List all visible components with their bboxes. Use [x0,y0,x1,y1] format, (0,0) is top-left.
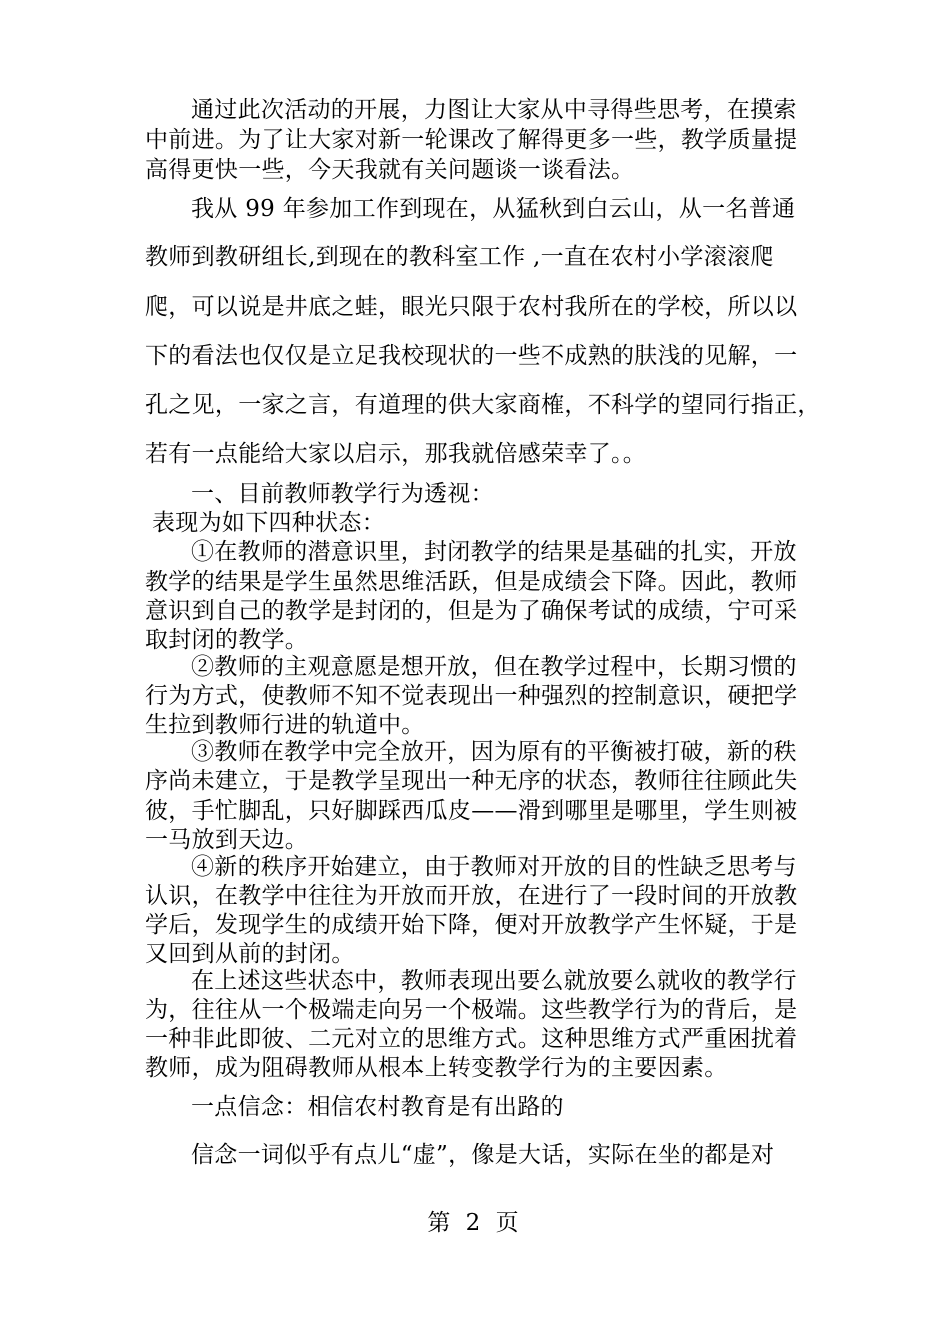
text-line: 信念一词似乎有点儿“虚”，像是大话，实际在坐的都是对 [191,1142,775,1168]
text-line: 中前进。为了让大家对新一轮课改了解得更多一些，教学质量提 [145,127,798,153]
text-line: ③教师在教学中完全放开，因为原有的平衡被打破，新的秩 [191,739,797,765]
text-line: 行为方式，使教师不知不觉表现出一种强烈的控制意识，硬把学 [145,683,798,709]
text-line: 学后，发现学生的成绩开始下降，便对开放教学产生怀疑，于是 [145,912,798,938]
text-line: ②教师的主观意愿是想开放，但在教学过程中，长期习惯的 [191,654,797,680]
text-line: 一马放到天边。 [145,827,309,853]
page-number: 第 2 页 [427,1210,523,1236]
text-line: ①在教师的潜意识里，封闭教学的结果是基础的扎实，开放 [191,539,797,565]
text-line: 爬，可以说是井底之蛙，眼光只限于农村我所在的学校，所以以 [145,294,798,320]
text-line: 通过此次活动的开展，力图让大家从中寻得些思考，在摸索 [191,97,797,123]
text-line: 彼，手忙脚乱，只好脚踩西瓜皮——滑到哪里是哪里，学生则被 [145,798,798,824]
text-line: ④新的秩序开始建立，由于教师对开放的目的性缺乏思考与 [191,854,797,880]
text-line: 在上述这些状态中，教师表现出要么就放要么就收的教学行 [191,968,797,994]
text-line: 下的看法也仅仅是立足我校现状的一些不成熟的肤浅的见解，一 [145,343,798,369]
text-line: 为，往往从一个极端走向另一个极端。这些教学行为的背后，是 [145,997,798,1023]
text-line: 教学的结果是学生虽然思维活跃，但是成绩会下降。因此，教师 [145,569,798,595]
text-line: 孔之见，一家之言，有道理的供大家商榷，不科学的望同行指正， [145,392,821,418]
text-line: 教师，成为阻碍教师从根本上转变教学行为的主要因素。 [145,1055,728,1081]
text-line: 取封闭的教学。 [145,627,309,653]
text-line: 又回到从前的封闭。 [145,941,355,967]
text-line: 高得更快一些，今天我就有关问题谈一谈看法。 [145,157,635,183]
text-line: 若有一点能给大家以启示，那我就倍感荣幸了。。 [145,441,647,467]
text-line: 意识到自己的教学是封闭的，但是为了确保考试的成绩，宁可采 [145,598,798,624]
section-heading: 一点信念：相信农村教育是有出路的 [191,1094,564,1120]
text-line: 教师到教研组长,到现在的教科室工作 ,一直在农村小学滚滚爬 [145,244,774,270]
text-line: 生拉到教师行进的轨道中。 [145,712,425,738]
text-line: 我从 99 年参加工作到现在，从猛秋到白云山，从一名普通 [191,196,796,222]
text-line: 表现为如下四种状态： [152,510,385,536]
text-line: 序尚未建立，于是教学呈现出一种无序的状态，教师往往顾此失 [145,768,798,794]
text-line: 认识，在教学中往往为开放而开放，在进行了一段时间的开放教 [145,883,798,909]
section-heading: 一、目前教师教学行为透视： [191,481,494,507]
text-line: 一种非此即彼、二元对立的思维方式。这种思维方式严重困扰着 [145,1026,798,1052]
